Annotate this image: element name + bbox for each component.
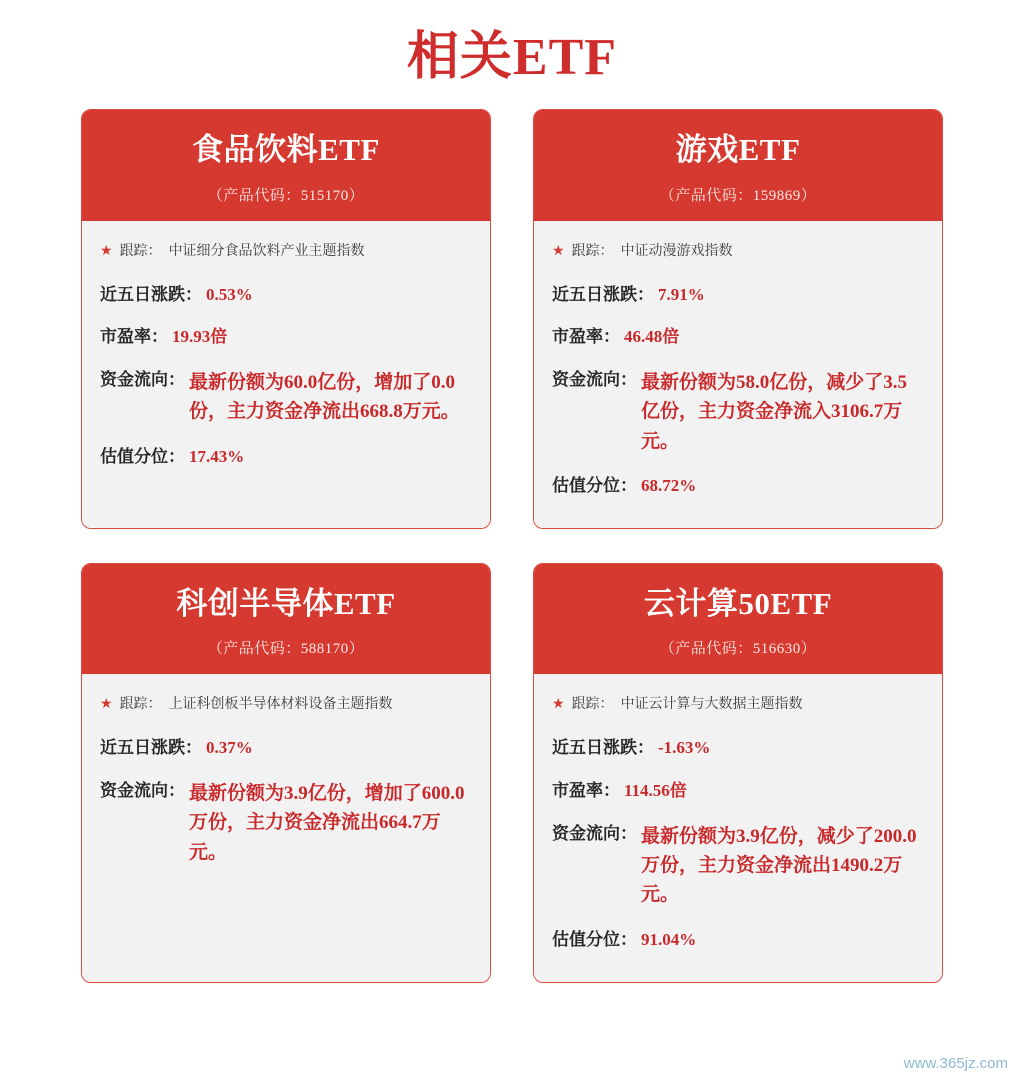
valuation-label: 估值分位： <box>100 446 185 466</box>
etf-card[interactable] <box>81 109 491 529</box>
star-icon: ★ <box>552 243 565 259</box>
etf-card-body <box>82 221 490 528</box>
pe-value: 114.56倍 <box>624 780 687 800</box>
valuation-row <box>100 436 472 479</box>
watermark: www.365jz.com <box>903 1055 1008 1072</box>
code-suffix: ） <box>800 641 817 658</box>
change5d-row <box>100 727 472 770</box>
change5d-label: 近五日涨跌： <box>552 738 654 758</box>
track-index: 中证动漫游戏指数 <box>620 243 733 259</box>
code-value: 516630 <box>752 641 801 658</box>
pe-value: 46.48倍 <box>624 327 680 347</box>
flow-row <box>100 770 472 876</box>
pe-row <box>552 770 924 813</box>
page-title: 相关ETF <box>406 29 618 86</box>
etf-card-header <box>82 110 490 221</box>
etf-code <box>544 184 932 205</box>
track-label: 跟踪： <box>119 697 162 713</box>
etf-card-header <box>534 110 942 221</box>
change5d-value: 0.53% <box>206 284 253 304</box>
etf-code <box>544 637 932 658</box>
valuation-row <box>552 919 924 962</box>
change5d-row <box>100 274 472 317</box>
etf-name: 游戏ETF <box>675 132 801 167</box>
flow-label: 资金流向： <box>100 369 185 389</box>
code-suffix: ） <box>348 187 365 204</box>
code-prefix: （产品代码： <box>207 641 301 658</box>
flow-label: 资金流向： <box>552 369 637 389</box>
track-row <box>552 688 924 727</box>
valuation-row <box>552 465 924 508</box>
change5d-value: 0.37% <box>206 738 253 758</box>
track-index: 中证云计算与大数据主题指数 <box>620 697 803 713</box>
track-label: 跟踪： <box>571 697 614 713</box>
change5d-row <box>552 727 924 770</box>
etf-card[interactable] <box>533 109 943 529</box>
track-row <box>552 235 924 274</box>
track-label: 跟踪： <box>119 243 162 259</box>
change5d-value: -1.63% <box>658 738 711 758</box>
change5d-row <box>552 274 924 317</box>
valuation-value: 91.04% <box>641 929 697 949</box>
code-prefix: （产品代码： <box>207 187 301 204</box>
etf-card[interactable] <box>533 563 943 983</box>
flow-value: 最新份额为58.0亿份，减少了3.5亿份，主力资金净流入3106.7万元。 <box>641 371 908 452</box>
valuation-value: 68.72% <box>641 476 697 496</box>
etf-card[interactable] <box>81 563 491 983</box>
track-row <box>100 235 472 274</box>
code-value: 159869 <box>752 187 801 204</box>
track-index: 上证科创板半导体材料设备主题指数 <box>168 697 393 713</box>
valuation-label: 估值分位： <box>552 929 637 949</box>
etf-card-header <box>82 564 490 675</box>
pe-value: 19.93倍 <box>172 327 228 347</box>
pe-row <box>552 316 924 359</box>
change5d-label: 近五日涨跌： <box>100 738 202 758</box>
track-label: 跟踪： <box>571 243 614 259</box>
flow-value: 最新份额为60.0亿份，增加了0.0份，主力资金净流出668.8万元。 <box>189 371 460 423</box>
track-row <box>100 688 472 727</box>
valuation-label: 估值分位： <box>552 476 637 496</box>
code-value: 515170 <box>300 187 349 204</box>
pe-label: 市盈率： <box>552 780 620 800</box>
code-prefix: （产品代码： <box>659 641 753 658</box>
flow-row <box>552 359 924 465</box>
etf-name: 食品饮料ETF <box>192 132 380 167</box>
change5d-label: 近五日涨跌： <box>100 284 202 304</box>
flow-value: 最新份额为3.9亿份，增加了600.0万份，主力资金净流出664.7万元。 <box>189 782 465 863</box>
code-suffix: ） <box>348 641 365 658</box>
pe-row <box>100 316 472 359</box>
flow-label: 资金流向： <box>100 780 185 800</box>
pe-label: 市盈率： <box>100 327 168 347</box>
flow-row <box>552 813 924 919</box>
change5d-value: 7.91% <box>658 284 705 304</box>
flow-label: 资金流向： <box>552 823 637 843</box>
track-index: 中证细分食品饮料产业主题指数 <box>168 243 365 259</box>
pe-label: 市盈率： <box>552 327 620 347</box>
etf-name: 科创半导体ETF <box>176 585 396 621</box>
star-icon: ★ <box>100 243 113 259</box>
etf-code <box>92 637 480 658</box>
code-prefix: （产品代码： <box>659 187 753 204</box>
code-suffix: ） <box>800 187 817 204</box>
change5d-label: 近五日涨跌： <box>552 284 654 304</box>
etf-card-body <box>534 674 942 981</box>
valuation-value: 17.43% <box>189 446 245 466</box>
flow-row <box>100 359 472 436</box>
etf-card-body <box>534 221 942 528</box>
etf-card-body <box>82 674 490 981</box>
etf-card-grid <box>0 95 1024 983</box>
etf-code <box>92 184 480 205</box>
star-icon: ★ <box>100 697 113 713</box>
etf-name: 云计算50ETF <box>643 585 833 621</box>
code-value: 588170 <box>300 641 349 658</box>
star-icon: ★ <box>552 697 565 713</box>
flow-value: 最新份额为3.9亿份，减少了200.0万份，主力资金净流出1490.2万元。 <box>641 825 917 906</box>
etf-card-header <box>534 564 942 675</box>
